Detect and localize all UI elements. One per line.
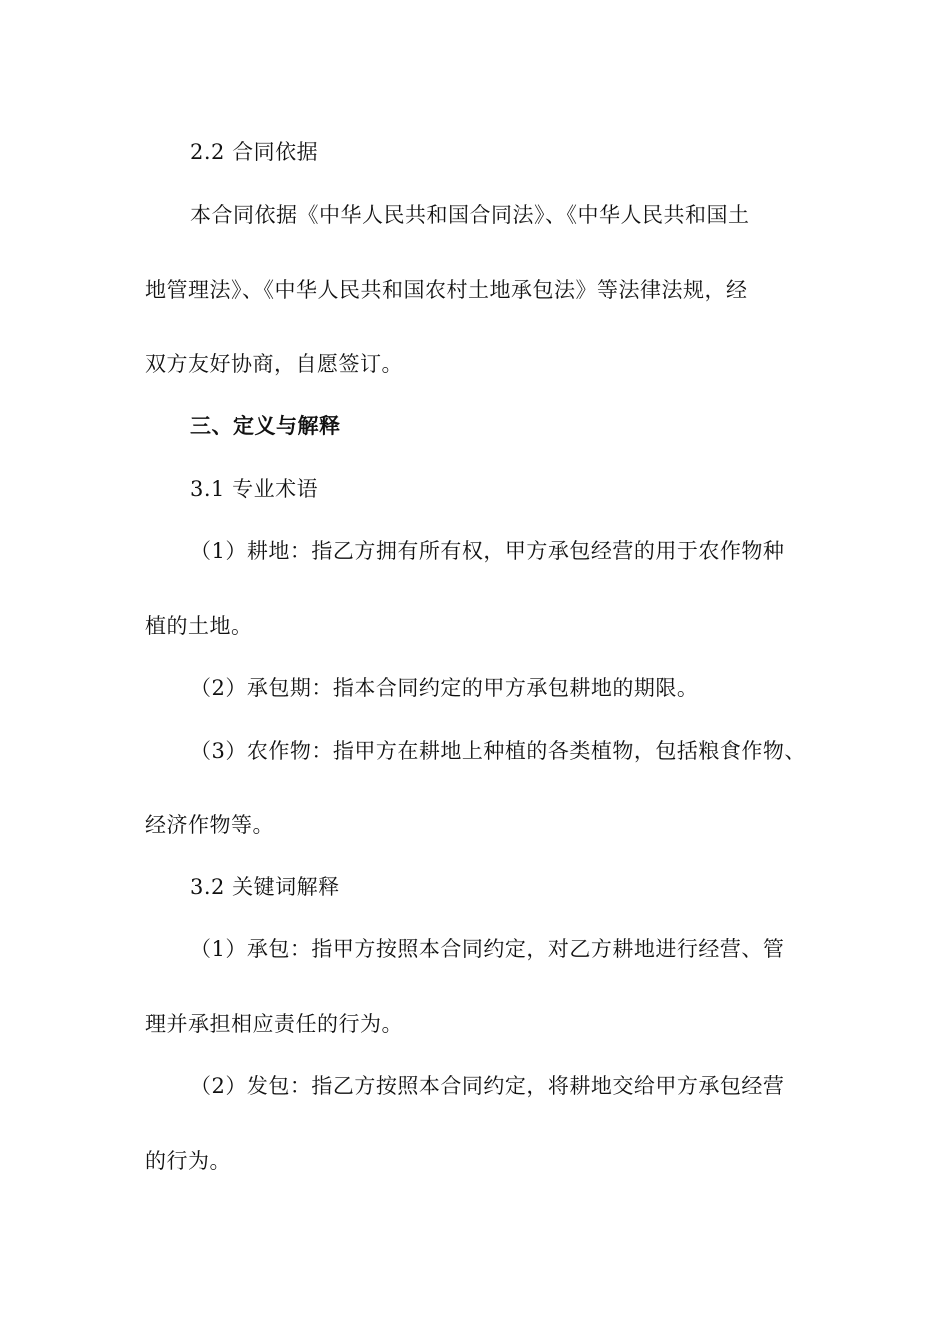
keyword-2-line-2: 的行为。 — [145, 1149, 231, 1173]
term-3-line-2: 经济作物等。 — [145, 813, 274, 837]
keyword-2-line-1: （2）发包：指乙方按照本合同约定，将耕地交给甲方承包经营 — [190, 1074, 785, 1098]
keyword-1-line-2: 理并承担相应责任的行为。 — [145, 1012, 403, 1036]
section-2-2-paragraph-line-2: 地管理法》、《中华人民共和国农村土地承包法》等法律法规，经 — [145, 278, 748, 302]
keyword-1-line-1: （1）承包：指甲方按照本合同约定，对乙方耕地进行经营、管 — [190, 937, 785, 961]
section-2-2-paragraph-line-3: 双方友好协商，自愿签订。 — [145, 352, 403, 376]
term-1-line-1: （1）耕地：指乙方拥有所有权，甲方承包经营的用于农作物种 — [190, 539, 785, 563]
term-2-line-1: （2）承包期：指本合同约定的甲方承包耕地的期限。 — [190, 676, 699, 700]
section-3-2-heading: 3.2 关键词解释 — [190, 875, 340, 899]
section-3-1-heading: 3.1 专业术语 — [190, 477, 319, 501]
section-2-2-paragraph-line-1: 本合同依据《中华人民共和国合同法》、《中华人民共和国土 — [190, 203, 750, 227]
term-1-line-2: 植的土地。 — [145, 614, 253, 638]
term-3-line-1: （3）农作物：指甲方在耕地上种植的各类植物，包括粮食作物、 — [190, 739, 806, 763]
section-2-2-heading: 2.2 合同依据 — [190, 140, 319, 164]
section-3-heading: 三、定义与解释 — [190, 413, 341, 438]
